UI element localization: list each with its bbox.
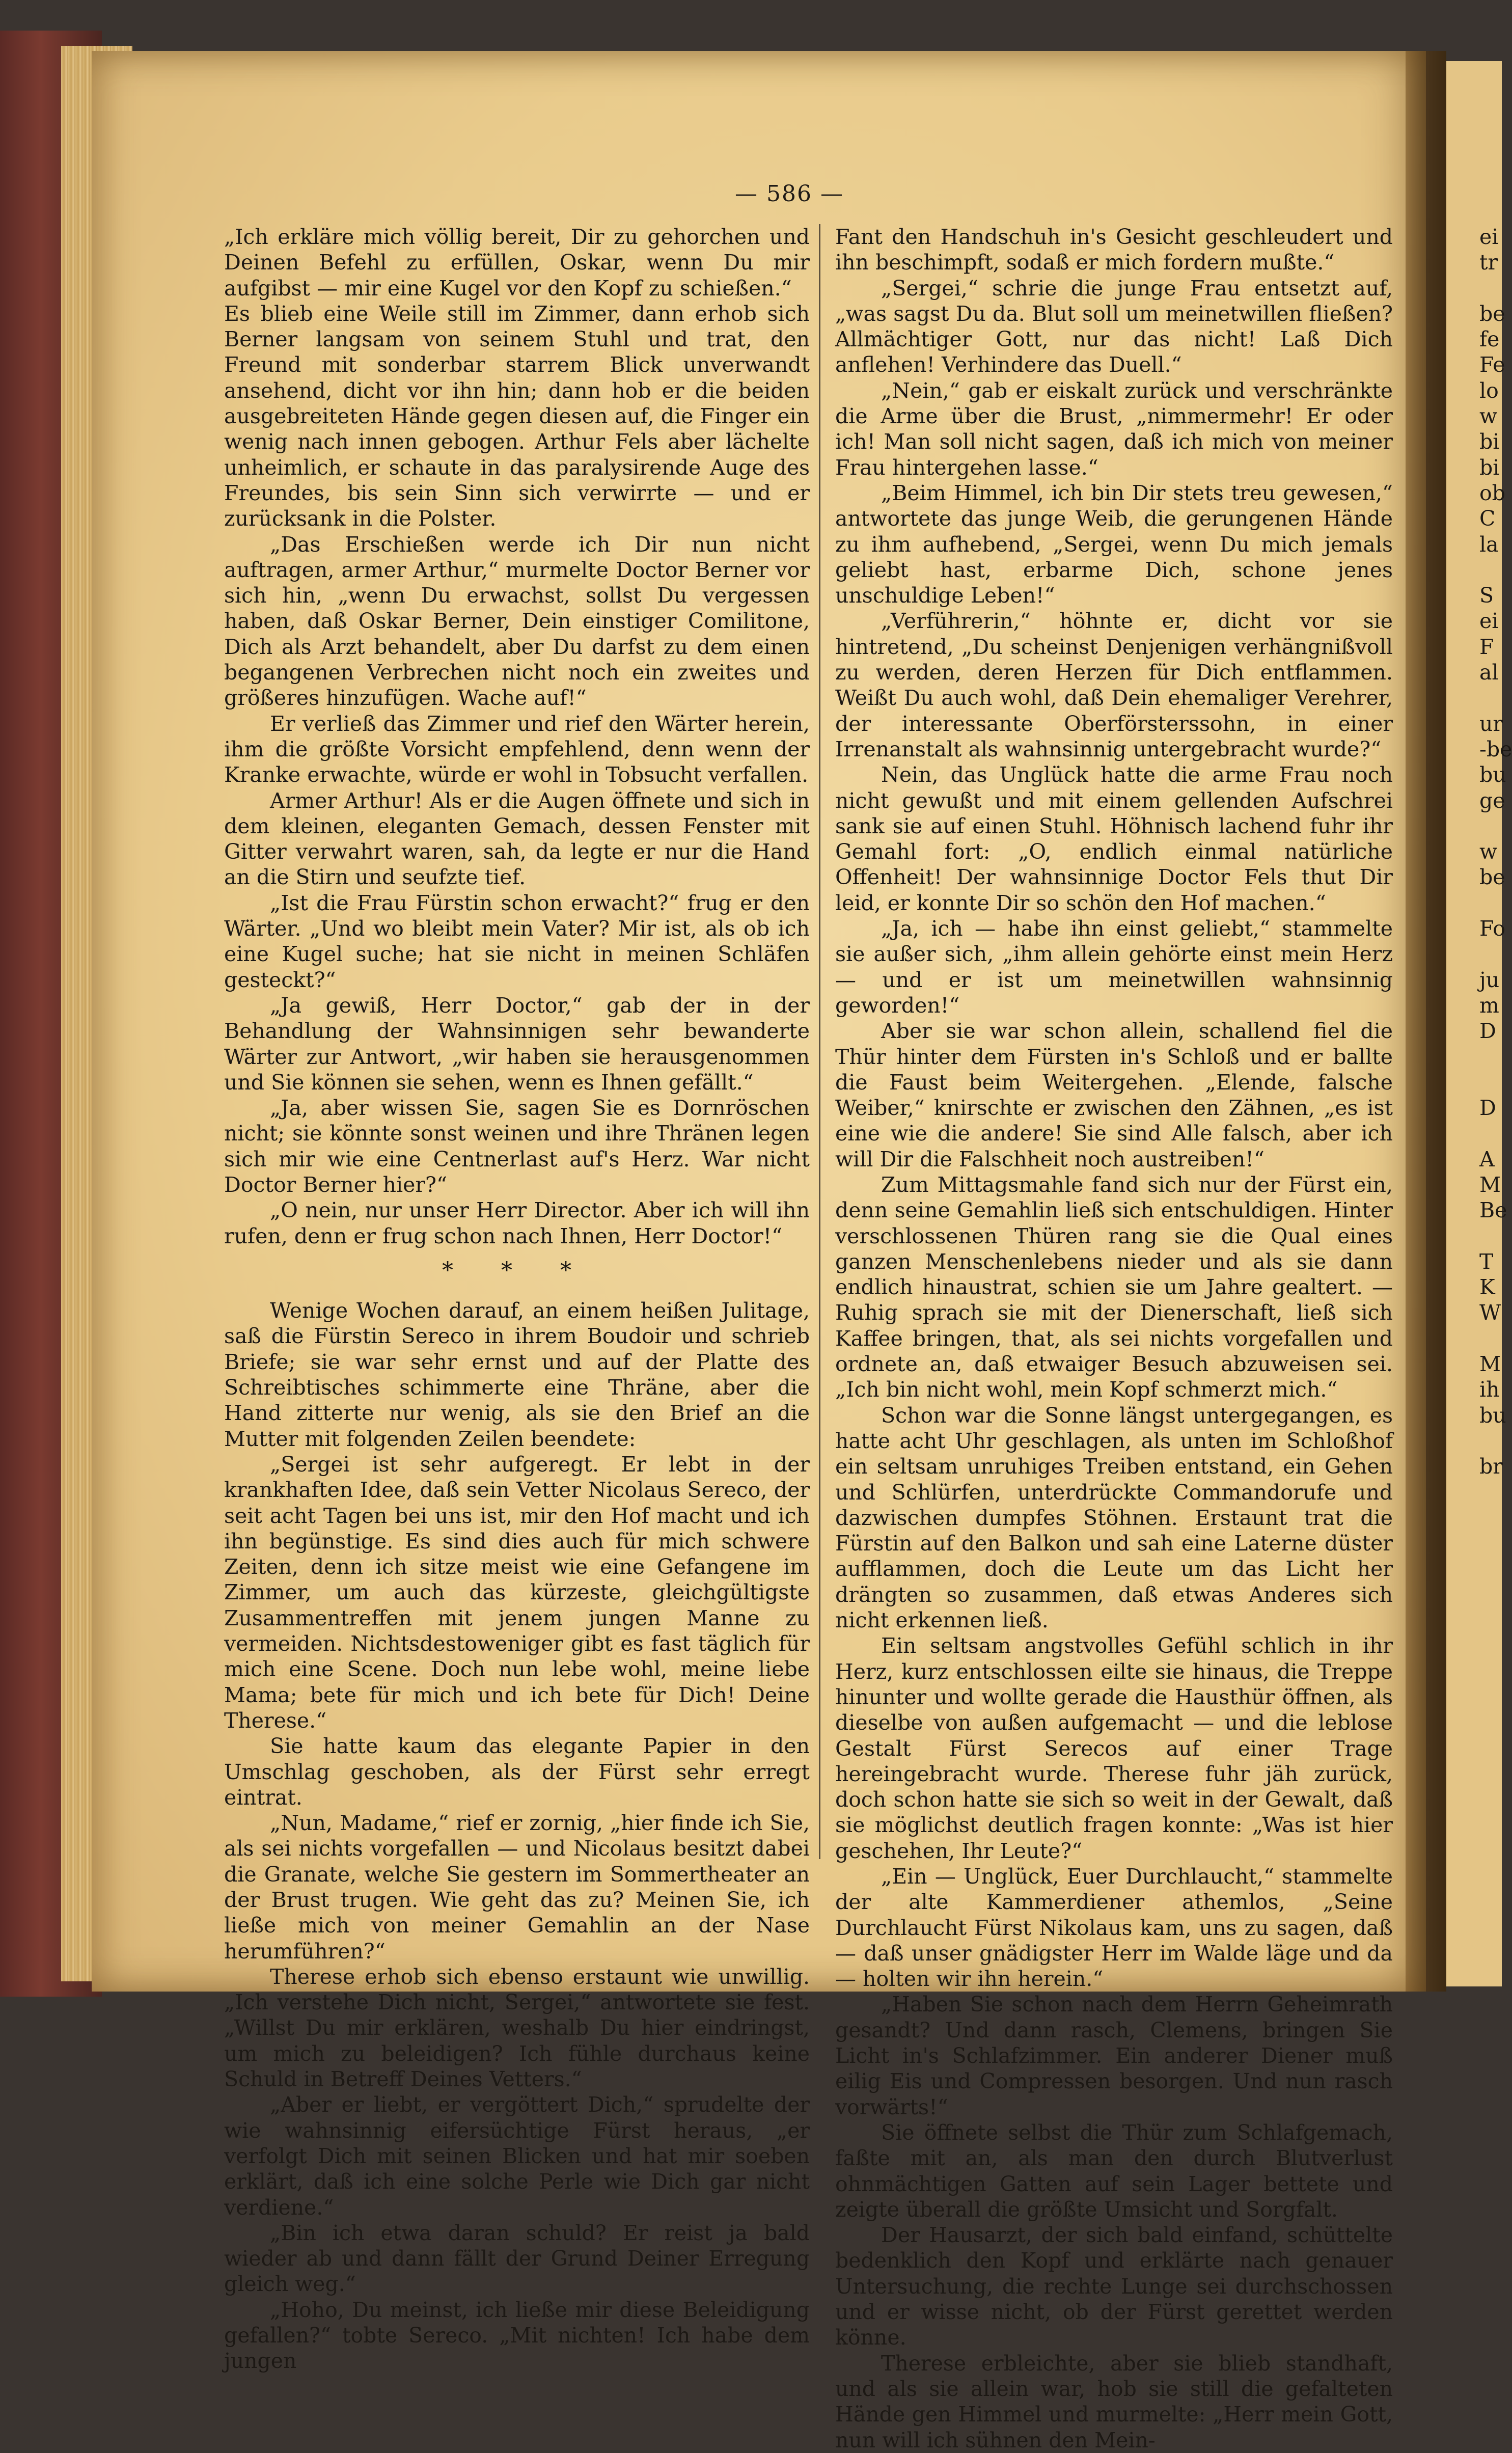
paragraph: „Ja gewiß, Herr Doctor,“ gab der in der Behandlung der Wahnsinnigen sehr bewanderte Wärter zur Antwort, „wir haben sie herausgenommen und Sie können sie sehen, wenn es Ihnen gefällt.“ <box>224 993 810 1095</box>
next-page-line-fragment: Be <box>1479 1198 1507 1223</box>
paragraph: „Ja, aber wissen Sie, sagen Sie es Dornröschen nicht; sie könnte sonst weinen und ihre Thränen legen sich mir wie eine Centnerlast auf's Herz. War nicht Doctor Berner hier?“ <box>224 1096 810 1197</box>
paragraph: „Sergei ist sehr aufgeregt. Er lebt in der krankhaften Idee, daß sein Vetter Nicolaus Sereco, der seit acht Tagen bei uns ist, mir den Hof macht und ich ihn begünstige. Es sind dies auch für mich schwere Zeiten, denn ich sitze meist wie eine Gefangene im Zimmer, um auch das kürzeste, gleichgültigste Zusammentreffen mit jenem jungen Manne zu vermeiden. Nichtsdestoweniger gibt es fast täglich für mich eine Scene. Doch nun lebe wohl, meine liebe Mama; bete für mich und ich bete für Dich! Deine Therese.“ <box>224 1452 810 1733</box>
paragraph: Zum Mittagsmahle fand sich nur der Fürst ein, denn seine Gemahlin ließ sich entschuldigen. Hinter verschlossenen Thüren rang sie die Qual eines ganzen Menschenlebens nieder und als sie dann endlich hinaustrat, schien sie um Jahre gealtert. — Ruhig sprach sie mit der Dienerschaft, ließ sich Kaffee bringen, that, als sei nichts vorgefallen und ordnete an, daß etwaiger Besuch abzuweisen sei. „Ich bin nicht wohl, mein Kopf schmerzt mich.“ <box>835 1172 1393 1402</box>
next-page-line-fragment: be <box>1479 301 1505 326</box>
next-page-line-fragment: M <box>1479 1352 1501 1377</box>
right-column <box>835 224 1393 2452</box>
next-page-line-fragment: D <box>1479 1096 1496 1121</box>
paragraph: „Ja, ich — habe ihn einst geliebt,“ stammelte sie außer sich, „ihm allein gehörte einst mein Herz — und er ist um meinetwillen wahnsinnig geworden!“ <box>835 916 1393 1018</box>
next-page-line-fragment: bi <box>1479 429 1500 454</box>
paragraph: „Sergei,“ schrie die junge Frau entsetzt auf, „was sagst Du da. Blut soll um meinetwillen fließen? Allmächtiger Gott, nur das nicht! Laß Dich anflehen! Verhindere das Duell.“ <box>835 276 1393 377</box>
column-rule <box>819 224 820 1859</box>
section-separator: * * * <box>442 1257 592 1284</box>
next-page-line-fragment: be <box>1479 865 1505 890</box>
next-page-line-fragment: la <box>1479 532 1499 557</box>
next-page-line-fragment: fe <box>1479 327 1500 352</box>
paragraph: „O nein, nur unser Herr Director. Aber ich will ihn rufen, denn er frug schon nach Ihnen, Herr Doctor!“ <box>224 1198 810 1248</box>
next-page-line-fragment: S <box>1479 583 1494 608</box>
paragraph: Der Hausarzt, der sich bald einfand, schüttelte bedenklich den Kopf und erklärte nach genauer Untersuchung, die rechte Lunge sei durchschossen und er wisse nicht, ob der Fürst gerettet werden könne. <box>835 2223 1393 2350</box>
next-page-line-fragment <box>1479 1428 1502 1454</box>
next-page-line-fragment: br <box>1479 1454 1503 1479</box>
paragraph: „Aber er liebt, er vergöttert Dich,“ sprudelte der wie wahnsinnig eifersüchtige Fürst heraus, „er verfolgt Dich mit seinen Blicken und hat mir soeben erklärt, daß ich eine solche Perle wie Dich gar nicht verdiene.“ <box>224 2092 810 2220</box>
next-page-line-fragment <box>1479 941 1502 967</box>
paragraph: „Nun, Madame,“ rief er zornig, „hier finde ich Sie, als sei nichts vorgefallen — und Nicolaus besitzt dabei die Granate, welche Sie gestern im Sommertheater an der Brust trugen. Wie geht das zu? Meinen Sie, ich ließe mich von meiner Gemahlin an der Nase herumführen?“ <box>224 1811 810 1964</box>
next-page-line-fragment <box>1479 813 1502 839</box>
next-page-line-fragment: Fe <box>1479 352 1505 377</box>
paragraph: Therese erhob sich ebenso erstaunt wie unwillig. „Ich verstehe Dich nicht, Sergei,“ antwortete sie fest. „Willst Du mir erklären, weshalb Du hier eindringst, um mich zu beleidigen? Ich fühle durchaus keine Schuld in Betreff Deines Vetters.“ <box>224 1964 810 2092</box>
next-page-line-fragment: ei <box>1479 225 1499 249</box>
next-page-line-fragment: ih <box>1479 1377 1500 1402</box>
next-page-line-fragment: tr <box>1479 250 1498 275</box>
next-page-line-fragment <box>1479 1121 1502 1146</box>
paragraph: „Verführerin,“ höhnte er, dicht vor sie hintretend, „Du scheinst Denjenigen verhängnißvoll zu werden, deren Herzen für Dich entflammen. Weißt Du auch wohl, daß Dein ehemaliger Verehrer, der interessante Oberförsterssohn, in einer Irrenanstalt als wahnsinnig untergebracht wurde?“ <box>835 609 1393 761</box>
left-column-first-section <box>224 224 810 1249</box>
next-page-line-fragment <box>1479 1044 1502 1070</box>
paragraph: Wenige Wochen darauf, an einem heißen Julitage, saß die Fürstin Sereco in ihrem Boudoir und schrieb Briefe; sie war sehr ernst und auf der Platte des Schreibtisches schimmerte eine Thräne, aber die Hand zitterte nur wenig, als sie den Brief an die Mutter mit folgenden Zeilen beendete: <box>224 1298 810 1451</box>
next-page-line-fragment: Fo <box>1479 916 1505 941</box>
paragraph: Nein, das Unglück hatte die arme Frau noch nicht gewußt und mit einem gellenden Aufschrei sank sie auf einen Stuhl. Höhnisch lachend fuhr ihr Gemahl fort: „O, endlich einmal natürliche Offenheit! Der wahnsinnige Doctor Fels thut Dir leid, er konnte Dir so schön den Hof machen.“ <box>835 762 1393 915</box>
left-column <box>224 224 810 2374</box>
next-page-line-fragment: ur <box>1479 711 1503 736</box>
paragraph: „Das Erschießen werde ich Dir nun nicht auftragen, armer Arthur,“ murmelte Doctor Berner vor sich hin, „wenn Du erwachst, sollst Du vergessen haben, daß Oskar Berner, Dein einstiger Comilitone, Dich als Arzt behandelt, aber Du darfst zu dem einen begangenen Verbrechen nicht noch ein zweites und größeres hinzufügen. Wache auf!“ <box>224 532 810 711</box>
paragraph: Sie hatte kaum das elegante Papier in den Umschlag geschoben, als der Fürst sehr erregt eintrat. <box>224 1734 810 1810</box>
next-page-line-fragment: al <box>1479 660 1499 685</box>
next-page-line-fragment <box>1479 276 1502 301</box>
page-number: — 586 — <box>735 181 844 207</box>
next-page-line-fragment: A <box>1479 1147 1495 1171</box>
next-page-line-fragment: w <box>1479 404 1498 429</box>
next-page-line-fragment <box>1479 1223 1502 1249</box>
paragraph: „Ich erkläre mich völlig bereit, Dir zu gehorchen und Deinen Befehl zu erfüllen, Oskar, wenn Du mir aufgibst — mir eine Kugel vor den Kopf zu schießen.“ <box>224 225 810 301</box>
next-page-line-fragment: ju <box>1479 967 1500 992</box>
next-page-line-fragment: W <box>1479 1300 1501 1325</box>
next-page-line-fragment: C <box>1479 506 1496 531</box>
next-page-line-fragment: bi <box>1479 455 1500 480</box>
next-page-line-fragment <box>1479 685 1502 711</box>
left-column-second-section <box>224 1298 810 2374</box>
next-page-line-fragment: -be <box>1479 737 1512 761</box>
next-page-line-fragment: F <box>1479 634 1494 659</box>
next-page-line-fragment: lo <box>1479 378 1499 403</box>
paragraph: Sie öffnete selbst die Thür zum Schlafgemach, faßte mit an, als man den durch Blutverlust ohnmächtigen Gatten auf sein Lager bettete und zeigte überall die größte Umsicht und Sorgfalt. <box>835 2120 1393 2222</box>
next-page-line-fragment: M <box>1479 1172 1501 1197</box>
next-page-line-fragment: T <box>1479 1249 1494 1274</box>
paragraph: Ein seltsam angstvolles Gefühl schlich in ihr Herz, kurz entschlossen eilte sie hinaus, die Treppe hinunter und wollte gerade die Hausthür öffnen, als dieselbe von außen aufgemacht — und die leblose Gestalt Fürst Serecos auf einer Trage hereingebracht wurde. Therese fuhr jäh zurück, doch schon hatte sie sich so weit in der Gewalt, daß sie möglichst deutlich fragen konnte: „Was ist hier geschehen, Ihr Leute?“ <box>835 1633 1393 1863</box>
paragraph: Armer Arthur! Als er die Augen öffnete und sich in dem kleinen, eleganten Gemach, dessen Fenster mit Gitter verwahrt waren, sah, da legte er nur die Hand an die Stirn und seufzte tief. <box>224 788 810 890</box>
paragraph: Es blieb eine Weile still im Zimmer, dann erhob sich Berner langsam von seinem Stuhl und trat, den Freund mit sonderbar starrem Blick unverwandt ansehend, dicht vor ihn hin; dann hob er die beiden ausgebreiteten Hände gegen diesen auf, die Finger ein wenig nach innen gebogen. Arthur Fels aber lächelte unheimlich, er schaute in das paralysirende Auge des Freundes, bis sein Sinn sich verwirrte — und er zurücksank in die Polster. <box>224 301 810 531</box>
paragraph: „Ein — Unglück, Euer Durchlaucht,“ stammelte der alte Kammerdiener athemlos, „Seine Durchlaucht Fürst Nikolaus kam, uns zu sagen, daß — daß unser gnädigster Herr im Walde läge und da — holten wir ihn herein.“ <box>835 1864 1393 1992</box>
paragraph: „Bin ich etwa daran schuld? Er reist ja bald wieder ab und dann fällt der Grund Deiner Erregung gleich weg.“ <box>224 2220 810 2297</box>
paragraph: Schon war die Sonne längst untergegangen, es hatte acht Uhr geschlagen, als unten im Schloßhof ein seltsam unruhiges Treiben entstand, ein Gehen und Schlürfen, unterdrückte Commandorufe und dazwischen dumpfes Stöhnen. Erstaunt trat die Fürstin auf den Balkon und sah eine Laterne düster aufflammen, doch die Leute um das Licht her drängten so zusammen, daß etwas Anderes sich nicht erkennen ließ. <box>835 1403 1393 1633</box>
next-page-line-fragment: ob <box>1479 480 1505 505</box>
page-gutter <box>1406 51 1446 1992</box>
next-page-line-fragment: ge <box>1479 788 1505 813</box>
paragraph: „Ist die Frau Fürstin schon erwacht?“ frug er den Wärter. „Und wo bleibt mein Vater? Mir ist, als ob ich eine Kugel suche; hat sie nicht in meinen Schläfen gesteckt?“ <box>224 890 810 992</box>
next-page-line-fragment: m <box>1479 993 1499 1018</box>
paragraph: „Nein,“ gab er eiskalt zurück und verschränkte die Arme über die Brust, „nimmermehr! Er oder ich! Man soll nicht sagen, daß ich mich von meiner Frau hintergehen lasse.“ <box>835 378 1393 480</box>
paragraph: „Beim Himmel, ich bin Dir stets treu gewesen,“ antwortete das junge Weib, die gerungenen Hände zu ihm aufhebend, „Sergei, wenn Du mich jemals geliebt hast, erbarme Dich, schone jenes unschuldige Leben!“ <box>835 480 1393 608</box>
next-page-line-fragment: D <box>1479 1019 1496 1044</box>
paragraph: Therese erbleichte, aber sie blieb standhaft, und als sie allein war, hob sie still die gefalteten Hände gen Himmel und murmelte: „Herr mein Gott, nun will ich sühnen den Mein- <box>835 2351 1393 2452</box>
next-page-line-fragment <box>1479 557 1502 583</box>
next-page-line-fragment: w <box>1479 839 1498 864</box>
paragraph: Er verließ das Zimmer und rief den Wärter herein, ihm die größte Vorsicht empfehlend, denn wenn der Kranke erwachte, würde er wohl in Tobsucht verfallen. <box>224 711 810 787</box>
next-page-line-fragment <box>1479 890 1502 916</box>
next-page-line-fragment <box>1479 1070 1502 1095</box>
next-page-line-fragment: ei <box>1479 609 1499 634</box>
next-page-line-fragment <box>1479 1326 1502 1351</box>
paragraph: Aber sie war schon allein, schallend fiel die Thür hinter dem Fürsten in's Schloß und er ballte die Faust beim Weitergehen. „Elende, falsche Weiber,“ knirschte er zwischen den Zähnen, „es ist eine wie die andere! Sie sind Alle falsch, aber ich will Dir die Falschheit noch austreiben!“ <box>835 1019 1393 1171</box>
next-page-fragments <box>1479 224 1512 1905</box>
next-page-line-fragment: K <box>1479 1275 1495 1300</box>
paragraph: „Hoho, Du meinst, ich ließe mir diese Beleidigung gefallen?“ tobte Sereco. „Mit nichten! Ich habe dem jungen <box>224 2297 810 2374</box>
paragraph: „Haben Sie schon nach dem Herrn Geheimrath gesandt? Und dann rasch, Clemens, bringen Sie Licht in's Schlafzimmer. Ein anderer Diener muß eilig Eis und Compressen besorgen. Und nun rasch vorwärts!“ <box>835 1992 1393 2119</box>
next-page-line-fragment: bu <box>1479 762 1506 787</box>
paragraph: Fant den Handschuh in's Gesicht geschleudert und ihn beschimpft, sodaß er mich fordern mußte.“ <box>835 225 1393 275</box>
next-page-line-fragment: bu <box>1479 1403 1506 1428</box>
